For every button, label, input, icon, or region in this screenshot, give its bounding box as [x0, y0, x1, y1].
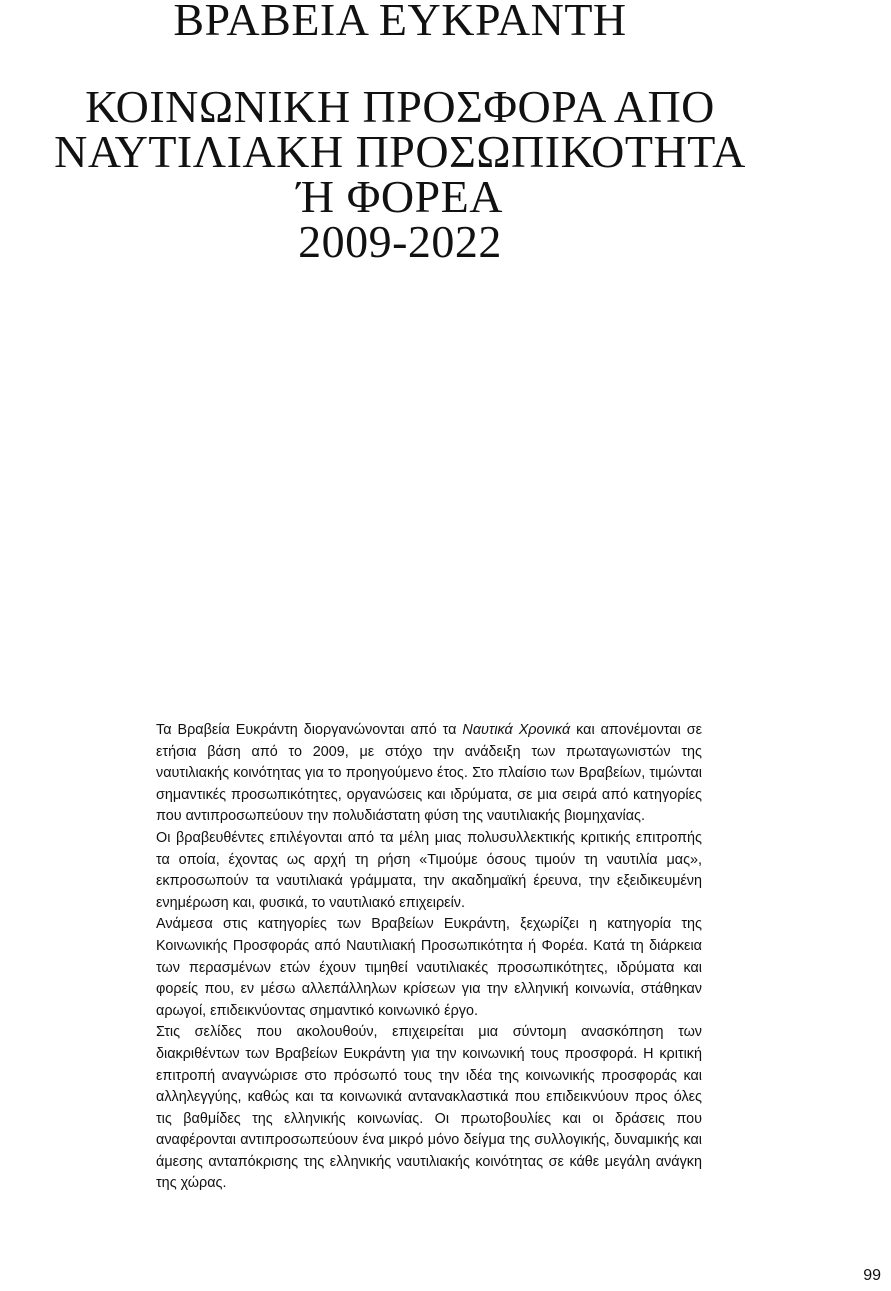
- paragraph: Ανάμεσα στις κατηγορίες των Βραβείων Ευκράντη, ξεχωρίζει η κατηγορία της Κοινωνικής Προσφοράς από Ναυτιλιακή Προσωπικότητα ή Φορέα. Κατά τη διάρκεια των περασμένων ετών έχουν τιμηθεί ναυτιλιακές προσωπικότητες, ιδρύματα και φορείς που, εν μέσω αλλεπάλληλων κρίσεων για την ελληνική κοινωνία, στάθηκαν αρωγοί, επιδεικνύοντας σημαντικό κοινωνικό έργο.: [156, 916, 702, 1019]
- page-title: ΒΡΑΒΕΙΑ ΕΥΚΡΑΝΤΗ: [173, 0, 627, 45]
- paragraph-text: και απονέμονται σε ετήσια βάση από το 2009, με στόχο την ανάδειξη των πρωταγωνιστών της ναυτιλιακής κοινότητας για το προηγούμενο έτος. Στο πλαίσιο των Βραβείων, τιμώνται σημαντικές προσωπικότητες, οργανώσεις και ιδρύματα, σε μια σειρά από κατηγορίες που αντιπροσωπεύουν την πολυδιάστατη φύση της ναυτιλιακής βιομηχανίας.: [156, 722, 703, 825]
- paragraph-text: Τα Βραβεία Ευκράντη διοργανώνονται από τα: [156, 722, 463, 738]
- paragraph: Οι βραβευθέντες επιλέγονται από τα μέλη μιας πολυσυλλεκτικής κριτικής επιτροπής τα οποία, έχοντας ως αρχή τη ρήση «Τιμούμε όσους τιμούν τη ναυτιλία μας», εκπροσωπούν τα ναυτιλιακά γράμματα, την ακαδημαϊκή έρευνα, την εξειδικευμένη ενημέρωση και, φυσικά, το ναυτιλιακό επιχειρείν.: [156, 829, 702, 911]
- subtitle-line: Ή ΦΟΡΕΑ: [297, 171, 503, 222]
- page-number: 99: [863, 1267, 881, 1284]
- section-subtitle: [0, 81, 800, 267]
- subtitle-line: ΝΑΥΤΙΛΙΑΚΗ ΠΡΟΣΩΠΙΚΟΤΗΤΑ: [54, 126, 746, 177]
- paragraph: Στις σελίδες που ακολουθούν, επιχειρείται μια σύντομη ανασκόπηση των διακριθέντων των Βραβείων Ευκράντη για την κοινωνική τους προσφορά. Η κριτική επιτροπή αναγνώρισε στο πρόσωπό τους την ιδέα της κοινωνικής προσφοράς και αλληλεγγύης, καθώς και τα κοινωνικά αντανακλαστικά που επιδεικνύουν προς όλες τις βαθμίδες της ελληνικής κοινωνίας. Οι πρωτοβουλίες και οι δράσεις που αναφέρονται αντιπροσωπεύουν ένα μικρό μόνο δείγμα της συλλογικής, δυναμικής και άμεσης ανταπόκρισης της ελληνικής ναυτιλιακής κοινότητας σε κάθε μεγάλη ανάγκη της χώρας.: [156, 1024, 702, 1192]
- body-text: [156, 720, 702, 1195]
- paragraph: [156, 720, 702, 828]
- subtitle-line: 2009-2022: [298, 216, 502, 267]
- subtitle-line: ΚΟΙΝΩΝΙΚΗ ΠΡΟΣΦΟΡΑ ΑΠΟ: [85, 81, 715, 132]
- publication-name: Ναυτικά Χρονικά: [462, 722, 571, 738]
